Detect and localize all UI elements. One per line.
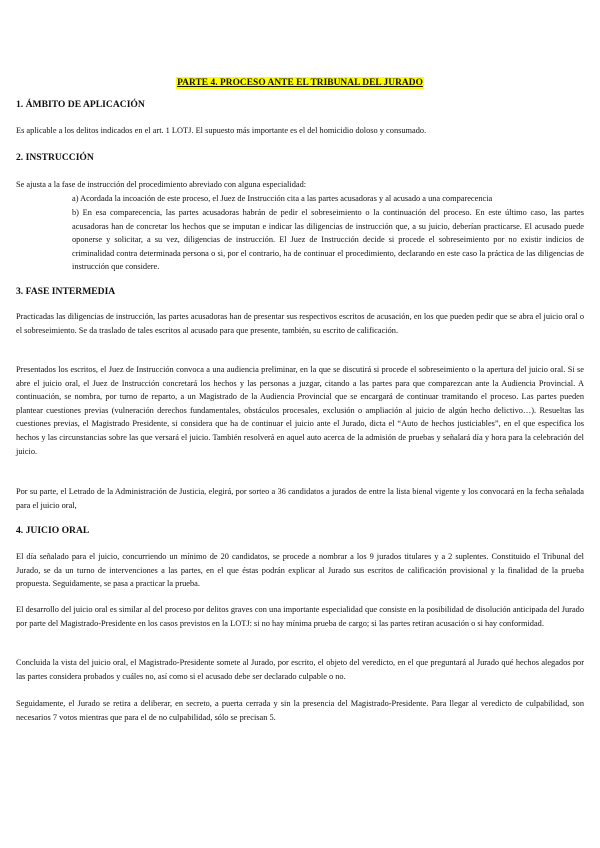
section-heading-instruccion: 2. INSTRUCCIÓN	[16, 152, 94, 163]
section-heading-ambito: 1. ÁMBITO DE APLICACIÓN	[16, 99, 145, 110]
section-heading-juicio-oral: 4. JUICIO ORAL	[16, 525, 90, 536]
paragraph: Por su parte, el Letrado de la Administración de Justicia, elegirá, por sorteo a 36 candidatos a jurados de entre la lista bienal vigente y los convocará en la fecha señalada para el juicio oral,	[16, 487, 584, 510]
paragraph-intro: Se ajusta a la fase de instrucción del procedimiento abreviado con alguna especialidad:	[16, 180, 307, 189]
paragraph: Concluida la vista del juicio oral, el Magistrado-Presidente somete al Jurado, por escrito, el objeto del veredicto, en el que preguntará al Jurado qué hechos alegados por las partes considera probados y cuáles no, así como si el acusado debe ser declarado culpable o no.	[16, 658, 584, 681]
paragraph: El desarrollo del juicio oral es similar al del proceso por delitos graves con una importante especialidad que consiste en la posibilidad de disolución anticipada del Jurado por parte del Magistrado-Presidente en los casos previstos en la LOTJ: si no hay mínima prueba de cargo; si las partes retiran acusación o si hay conformidad.	[16, 605, 584, 628]
title-block	[16, 72, 584, 90]
document-title: PARTE 4. PROCESO ANTE EL TRIBUNAL DEL JURADO	[177, 78, 423, 88]
paragraph: Practicadas las diligencias de instrucción, las partes acusadoras han de presentar sus respectivos escritos de acusación, en los que pueden pedir que se abra el juicio oral o el sobreseimiento. Se da traslado de tales escritos al acusado para que presente, también, su escrito de calificación.	[16, 312, 584, 335]
section-heading-fase-intermedia: 3. FASE INTERMEDIA	[16, 286, 116, 297]
paragraph: Es aplicable a los delitos indicados en el art. 1 LOTJ. El supuesto más importante es el del homicidio doloso y consumado.	[16, 126, 427, 135]
list-item: a) Acordada la incoación de este proceso, el Juez de Instrucción cita a las partes acusadoras y al acusado a una comparecencia	[72, 194, 493, 203]
paragraph: El día señalado para el juicio, concurriendo un mínimo de 20 candidatos, se procede a nombrar a los 9 jurados titulares y a 2 suplentes. Constituido el Tribunal del Jurado, se da un turno de intervenciones a las partes, en el que éstas podrán explicar al Jurado sus escritos de calificación provisional y la finalidad de la prueba propuesta. Seguidamente, se pasa a practicar la prueba.	[16, 552, 584, 589]
paragraph: Seguidamente, el Jurado se retira a deliberar, en secreto, a puerta cerrada y sin la presencia del Magistrado-Presidente. Para llegar al veredicto de culpabilidad, son necesarios 7 votos mientras que para el de no culpabilidad, sólo se precisan 5.	[16, 699, 584, 722]
paragraph: Presentados los escritos, el Juez de Instrucción convoca a una audiencia preliminar, en la que se discutirá si procede el sobreseimiento o la apertura del juicio oral. Si se abre el juicio oral, el Juez de Instrucción concretará los hechos y las personas a juzgar, citando a las partes para que comparezcan ante la Audiencia Provincial. A continuación, se nombra, por turno de reparto, a un Magistrado de la Audiencia Provincial que se encargará de continuar tramitando el proceso. Las partes pueden plantear cuestiones previas (vulneración derechos fundamentales, obstáculos procesales, exclusión o ampliación al juicio de algún hecho delictivo…). Resueltas las cuestiones previas, el Magistrado Presidente, si considera que ha de continuar el juicio ante el Jurado, dicta el “Auto de hechos justiciables”, en el que especifica los hechos y las circunstancias sobre las que versará el juicio. También resolverá en aquel auto acerca de la admisión de pruebas y señalará día y hora para la celebración del juicio.	[16, 365, 584, 456]
list-item: b) En esa comparecencia, las partes acusadoras habrán de pedir el sobreseimiento o la continuación del proceso. En este último caso, las partes acusadoras han de concretar los hechos que se imputan e indicar las diligencias de instrucción que, a su juicio, deberían practicarse. El acusado puede oponerse y solicitar, a su vez, diligencias de instrucción. El Juez de Instrucción decide si procede el sobreseimiento por no existir indicios de criminalidad contra determinada persona o si, por el contrario, ha de continuar el procedimiento, declarando en este caso la práctica de las diligencias de instrucción que considere.	[72, 208, 584, 272]
